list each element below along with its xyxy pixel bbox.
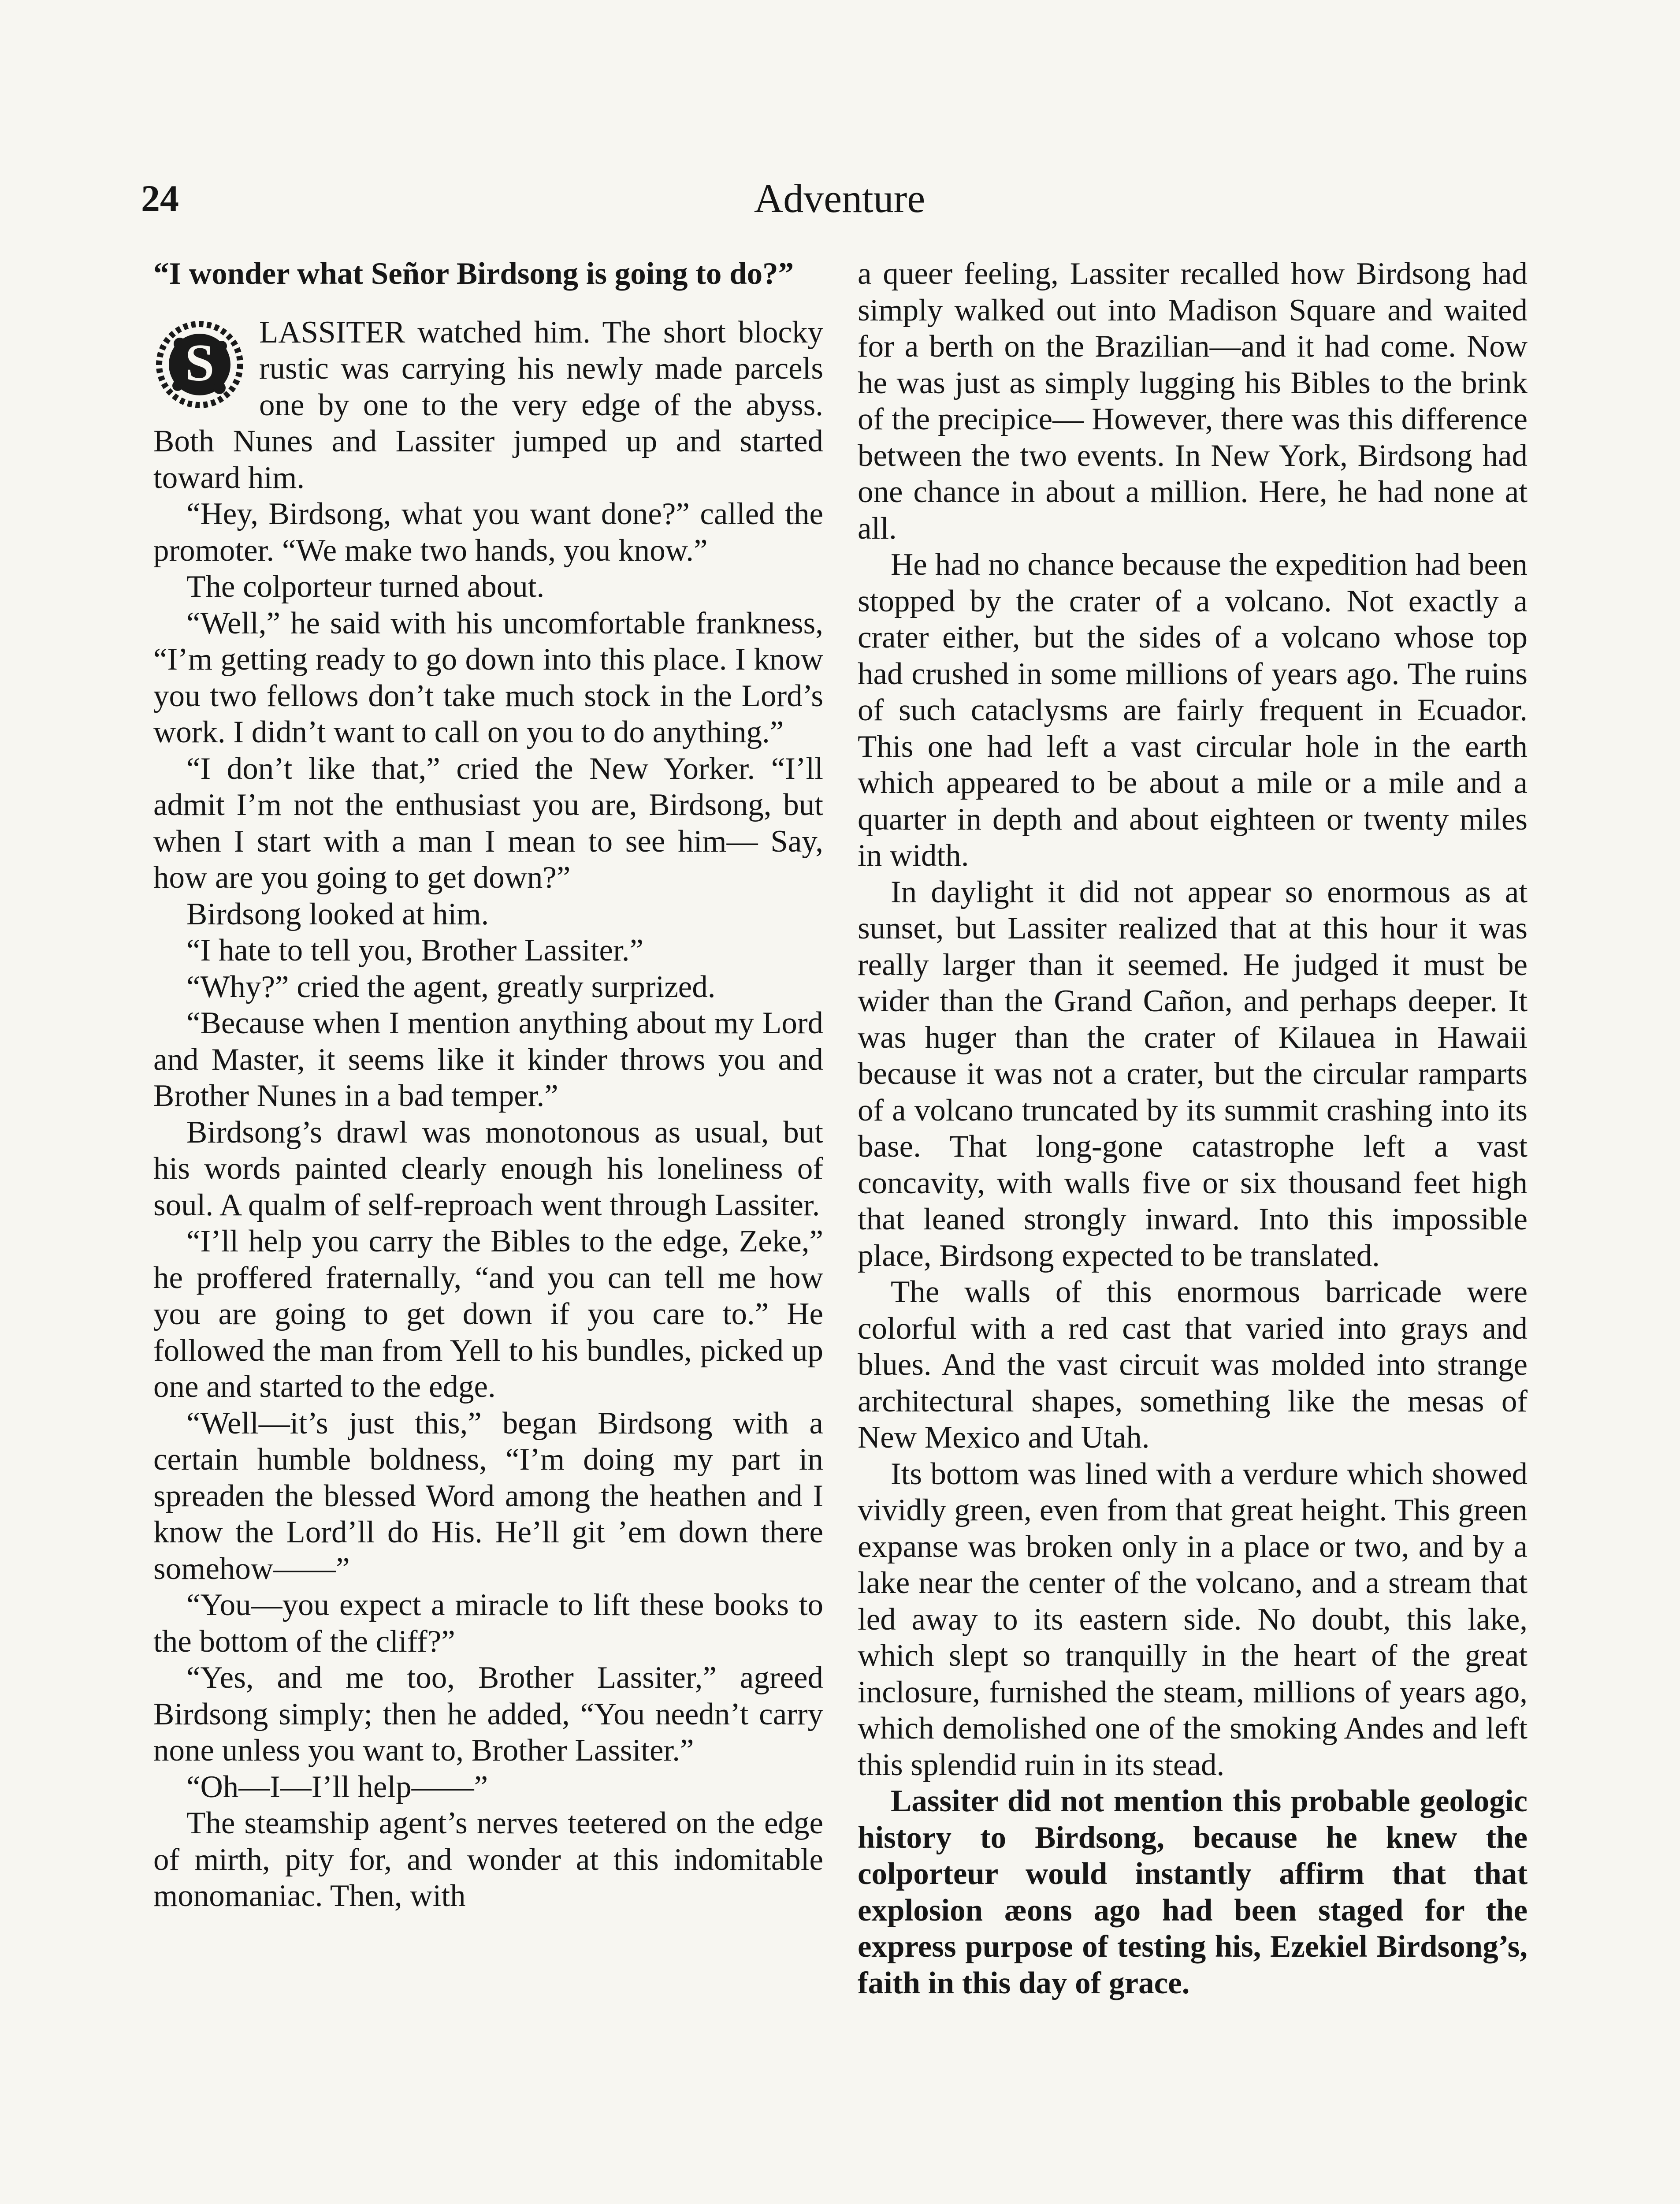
paragraph: The steamship agent’s nerves teetered on the edge of mirth, pity for, and wonder at this indomitable monomaniac. Then, with [153, 1806, 823, 1913]
right-column [858, 256, 1528, 2204]
paragraph: “I hate to tell you, Brother Lassiter.” [186, 933, 644, 968]
page-number: 24 [141, 177, 179, 220]
paragraph: Birdsong looked at him. [186, 897, 489, 931]
paragraph: “You—you expect a miracle to lift these books to the bottom of the cliff?” [153, 1588, 823, 1659]
paragraph: “Hey, Birdsong, what you want done?” called the promoter. “We make two hands, you know.” [153, 497, 823, 568]
paragraph: “Why?” cried the agent, greatly surprized. [186, 969, 716, 1004]
ornamental-dropcap-icon [153, 320, 246, 410]
svg-text:S: S [185, 333, 215, 392]
paragraph: “Oh—I—I’ll help——” [186, 1769, 488, 1804]
running-title: Adventure [754, 176, 925, 221]
paragraph: Its bottom was lined with a verdure which showed vividly green, even from that great height. This green expanse was broken only in a place or two, and by a lake near the center of the volcano, and a stream that led away to its eastern side. No doubt, this lake, which slept so tranquilly in the heart of the great inclosure, furnished the steam, millions of years ago, which demolished one of the smoking Andes and left this splendid ruin in its stead. [858, 1456, 1528, 1782]
paragraph: Birdsong’s drawl was monotonous as usual, but his words painted clearly enough his loneliness of soul. A qualm of self-reproach went through Lassiter. [153, 1115, 823, 1222]
paragraph: “Well,” he said with his uncomfortable frankness, “I’m getting ready to go down into this place. I know you two fellows don’t take much stock in the Lord’s work. I didn’t want to call on you to do anything.” [153, 606, 823, 749]
paragraph: In daylight it did not appear so enormous as at sunset, but Lassiter realized that at this hour it was really larger than it seemed. He judged it must be wider than the Grand Cañon, and perhaps deeper. It was huger than the crater of Kilauea in Hawaii because it was not a crater, but the circular ramparts of a volcano truncated by its summit crashing into its base. That long-gone catastrophe left a vast concavity, with walls five or six thousand feet high that leaned strongly inward. Into this impossible place, Birdsong expected to be translated. [858, 875, 1528, 1273]
paragraph: The walls of this enormous barricade were colorful with a red cast that varied into grays and blues. And the vast circuit was molded into strange architectural shapes, something like the mesas of New Mexico and Utah. [858, 1275, 1528, 1455]
paragraph: He had no chance because the expedition had been stopped by the crater of a volcano. Not exactly a crater either, but the sides of a volcano whose top had crushed in some millions of years ago. The ruins of such cataclysms are fairly frequent in Ecuador. This one had left a vast circular hole in the earth which appeared to be about a mile or a mile and a quarter in depth and about eighteen or twenty miles in width. [858, 547, 1528, 873]
paragraph: The colporteur turned about. [186, 570, 545, 604]
paragraph: “Because when I mention anything about my Lord and Master, it seems like it kinder throws you and Brother Nunes in a bad temper.” [153, 1006, 823, 1113]
paragraph: “I wonder what Señor Birdsong is going to do?” [153, 257, 794, 291]
paragraph: “Well—it’s just this,” began Birdsong with a certain humble boldness, “I’m doing my part in spreaden the blessed Word among the heathen and I know the Lord’ll do His. He’ll git ’em down there somehow——” [153, 1406, 823, 1586]
paragraph-lassiter-watched: LASSITER watched him. The short blocky rustic was carrying his newly made parcels one by one to the very edge of the abyss. Both Nunes and Lassiter jumped up and started toward him. [153, 315, 823, 495]
left-column [153, 256, 823, 2204]
paragraph-final: Lassiter did not mention this probable geologic history to Birdsong, because he knew the colporteur would instantly affirm that that explosion æons ago had been staged for the express purpose of testing his, Ezekiel Birdsong’s, faith in this day of grace. [858, 1784, 1528, 2000]
paragraph: “Yes, and me too, Brother Lassiter,” agreed Birdsong simply; then he added, “You needn’t carry none unless you want to, Brother Lassiter.” [153, 1660, 823, 1768]
paragraph: “I don’t like that,” cried the New Yorker. “I’ll admit I’m not the enthusiast you are, Birdsong, but when I start with a man I mean to see him— Say, how are you going to get down?” [153, 751, 823, 895]
paragraph-continued: a queer feeling, Lassiter recalled how Birdsong had simply walked out into Madison Square and waited for a berth on the Brazilian—and it had come. Now he was just as simply lugging his Bibles to the brink of the precipice— However, there was this difference between the two events. In New York, Birdsong had one chance in about a million. Here, he had none at all. [858, 257, 1528, 546]
paragraph: “I’ll help you carry the Bibles to the edge, Zeke,” he proffered fraternally, “and you can tell me how you are going to get down if you care to.” He followed the man from Yell to his bundles, picked up one and started to the edge. [153, 1224, 823, 1404]
page-header [141, 168, 1538, 229]
